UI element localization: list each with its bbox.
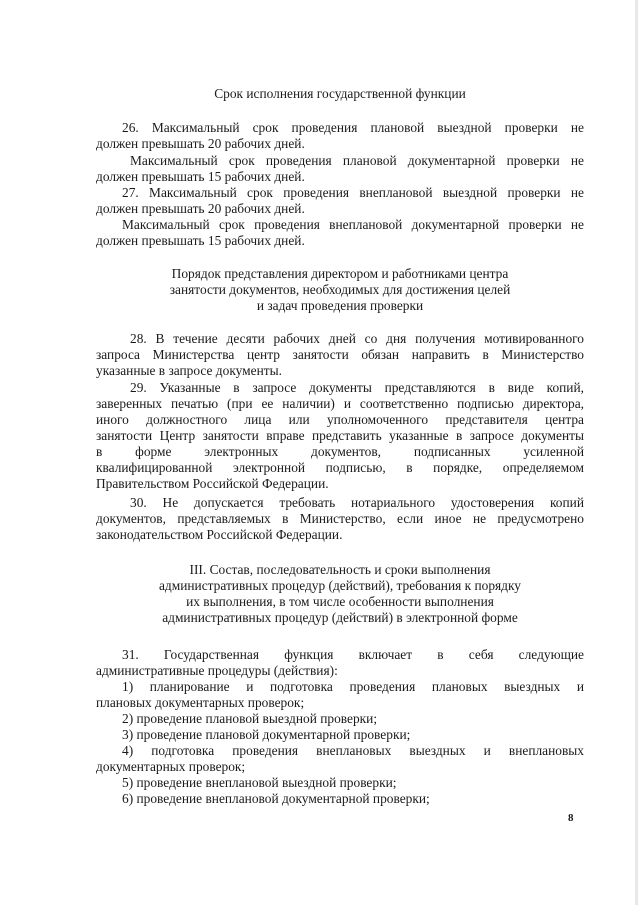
paragraph-26-line-2: должен превышать 20 рабочих дней. (96, 136, 305, 151)
paragraph-26b-line-1: Максимальный срок проведения плановой документарной проверки не (130, 153, 584, 168)
list-item-1-line-2: плановых документарных проверок; (96, 695, 305, 710)
paragraph-27-line-2: должен превышать 20 рабочих дней. (96, 201, 305, 216)
paragraph-31-line-1: 31. Государственная функция включает в себя следующие (122, 647, 584, 662)
paragraph-30-line-2: документов, представляемых в Министерство, если иное не предусмотрено (96, 511, 584, 526)
list-item-2: 2) проведение плановой выездной проверки; (122, 711, 378, 726)
paragraph-28-line-1: 28. В течение десяти рабочих дней со дня получения мотивированного (130, 331, 584, 346)
list-item-6: 6) проведение внеплановой документарной проверки; (122, 791, 430, 806)
paragraph-29-line-2: заверенных печатью (при ее наличии) и соответственно подписью директора, (96, 396, 584, 411)
section-heading-deadline: Срок исполнения государственной функции (214, 86, 466, 101)
paragraph-26-line-1: 26. Максимальный срок проведения плановой выездной проверки не (122, 120, 584, 135)
paragraph-29-line-4: занятости Центр занятости вправе представить указанные в запросе документы (96, 428, 584, 443)
section-heading-procedure-line-1: Порядок представления директором и работниками центра (171, 266, 509, 281)
list-item-1-line-1: 1) планирование и подготовка проведения плановых выездных и (122, 679, 584, 694)
paragraph-27b-line-2: должен превышать 15 рабочих дней. (96, 233, 305, 248)
paragraph-31-line-2: административные процедуры (действия): (96, 663, 338, 678)
list-item-5: 5) проведение внеплановой выездной проверки; (122, 775, 397, 790)
section-heading-iii-line-4: административных процедур (действий) в электронной форме (162, 610, 518, 625)
paragraph-29-line-7: Правительством Российской Федерации. (96, 476, 329, 491)
paragraph-29-line-6: квалифицированной электронной подписью, в порядке, определяемом (96, 460, 584, 475)
paragraph-28-line-2: запроса Министерства центр занятости обязан направить в Министерство (96, 347, 584, 362)
section-heading-iii-line-3: их выполнения, в том числе особенности выполнения (186, 594, 494, 609)
paragraph-29-line-3: иного должностного лица или уполномоченного представителя центра (96, 412, 584, 427)
section-heading-procedure-line-2: занятости документов, необходимых для достижения целей (169, 282, 511, 297)
paragraph-29-line-5: в форме электронных документов, подписанных усиленной (96, 444, 584, 459)
paragraph-29-line-1: 29. Указанные в запросе документы представляются в виде копий, (130, 380, 584, 395)
scan-edge-shadow (635, 0, 638, 905)
section-heading-procedure-line-3: и задач проведения проверки (256, 298, 424, 313)
list-item-3: 3) проведение плановой документарной проверки; (122, 727, 411, 742)
list-item-4-line-1: 4) подготовка проведения внеплановых выездных и внеплановых (122, 743, 584, 758)
page-number: 8 (568, 812, 574, 824)
paragraph-30-line-1: 30. Не допускается требовать нотариального удостоверения копий (130, 495, 584, 510)
paragraph-28-line-3: указанные в запросе документы. (96, 363, 282, 378)
paragraph-30-line-3: законодательством Российской Федерации. (96, 527, 343, 542)
paragraph-27b-line-1: Максимальный срок проведения внеплановой документарной проверки не (122, 217, 584, 232)
paragraph-26b-line-2: должен превышать 15 рабочих дней. (96, 169, 305, 184)
section-heading-iii-line-1: III. Состав, последовательность и сроки выполнения (189, 562, 491, 577)
paragraph-27-line-1: 27. Максимальный срок проведения внеплановой выездной проверки не (122, 185, 584, 200)
list-item-4-line-2: документарных проверок; (96, 759, 246, 774)
section-heading-iii-line-2: административных процедур (действий), требования к порядку (158, 578, 522, 593)
